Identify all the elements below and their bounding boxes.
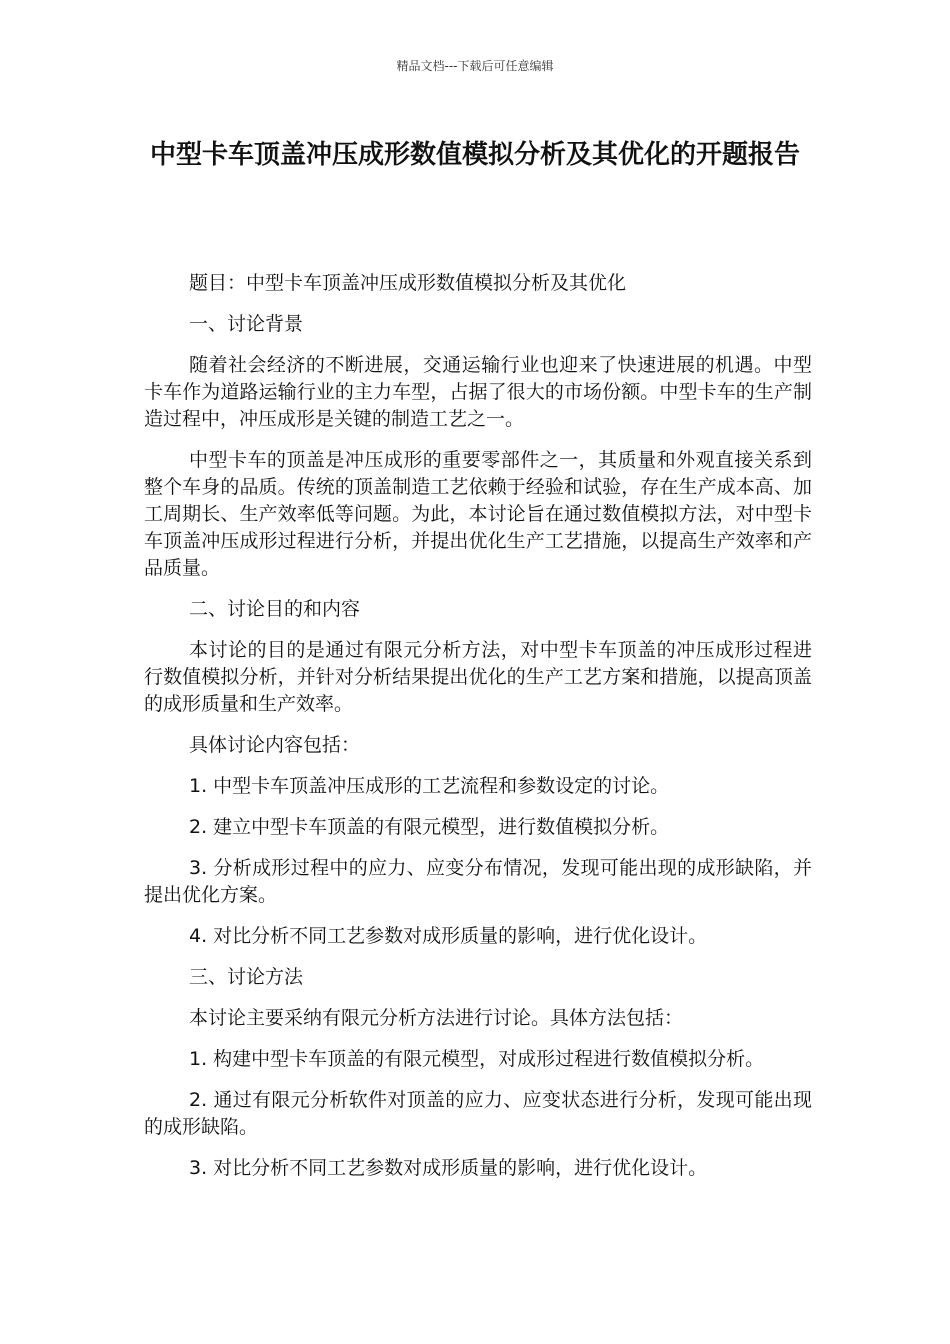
method-item-3: 3. 对比分析不同工艺参数对成形质量的影响，进行优化设计。: [189, 1157, 708, 1179]
section-heading-background: 一、讨论背景: [189, 313, 304, 335]
method-intro: 本讨论主要采纳有限元分析方法进行讨论。具体方法包括：: [189, 1007, 684, 1029]
topic-line: 题目：中型卡车顶盖冲压成形数值模拟分析及其优化: [189, 272, 627, 294]
paragraph-purpose: 本讨论的目的是通过有限元分析方法，对中型卡车顶盖的冲压成形过程进行数值模拟分析，并针对分析结果提出优化的生产工艺方案和措施，以提高顶盖的成形质量和生产效率。: [144, 639, 812, 715]
content-item-4: 4. 对比分析不同工艺参数对成形质量的影响，进行优化设计。: [189, 925, 708, 947]
document-body: [144, 270, 812, 1196]
content-intro: 具体讨论内容包括：: [189, 734, 361, 756]
section-heading-method: 三、讨论方法: [189, 966, 304, 988]
paragraph-background-1: 随着社会经济的不断进展，交通运输行业也迎来了快速进展的机遇。中型卡车作为道路运输行业的主力车型，占据了很大的市场份额。中型卡车的生产制造过程中，冲压成形是关键的制造工艺之一。: [144, 354, 812, 430]
content-item-3: 3. 分析成形过程中的应力、应变分布情况，发现可能出现的成形缺陷，并提出优化方案。: [144, 857, 812, 906]
method-item-1: 1. 构建中型卡车顶盖的有限元模型，对成形过程进行数值模拟分析。: [189, 1048, 765, 1070]
section-heading-purpose: 二、讨论目的和内容: [189, 598, 361, 620]
header-note: 精品文档---下载后可任意编辑: [396, 59, 554, 73]
method-item-2: 2. 通过有限元分析软件对顶盖的应力、应变状态进行分析，发现可能出现的成形缺陷。: [144, 1089, 812, 1138]
document-title: 中型卡车顶盖冲压成形数值模拟分析及其优化的开题报告: [149, 140, 800, 170]
content-item-1: 1. 中型卡车顶盖冲压成形的工艺流程和参数设定的讨论。: [189, 775, 670, 797]
content-item-2: 2. 建立中型卡车顶盖的有限元模型，进行数值模拟分析。: [189, 816, 670, 838]
paragraph-background-2: 中型卡车的顶盖是冲压成形的重要零部件之一，其质量和外观直接关系到整个车身的品质。传统的顶盖制造工艺依赖于经验和试验，存在生产成本高、加工周期长、生产效率低等问题。为此，本讨论旨在通过数值模拟方法，对中型卡车顶盖冲压成形过程进行分析，并提出优化生产工艺措施，以提高生产效率和产品质量。: [144, 449, 812, 579]
